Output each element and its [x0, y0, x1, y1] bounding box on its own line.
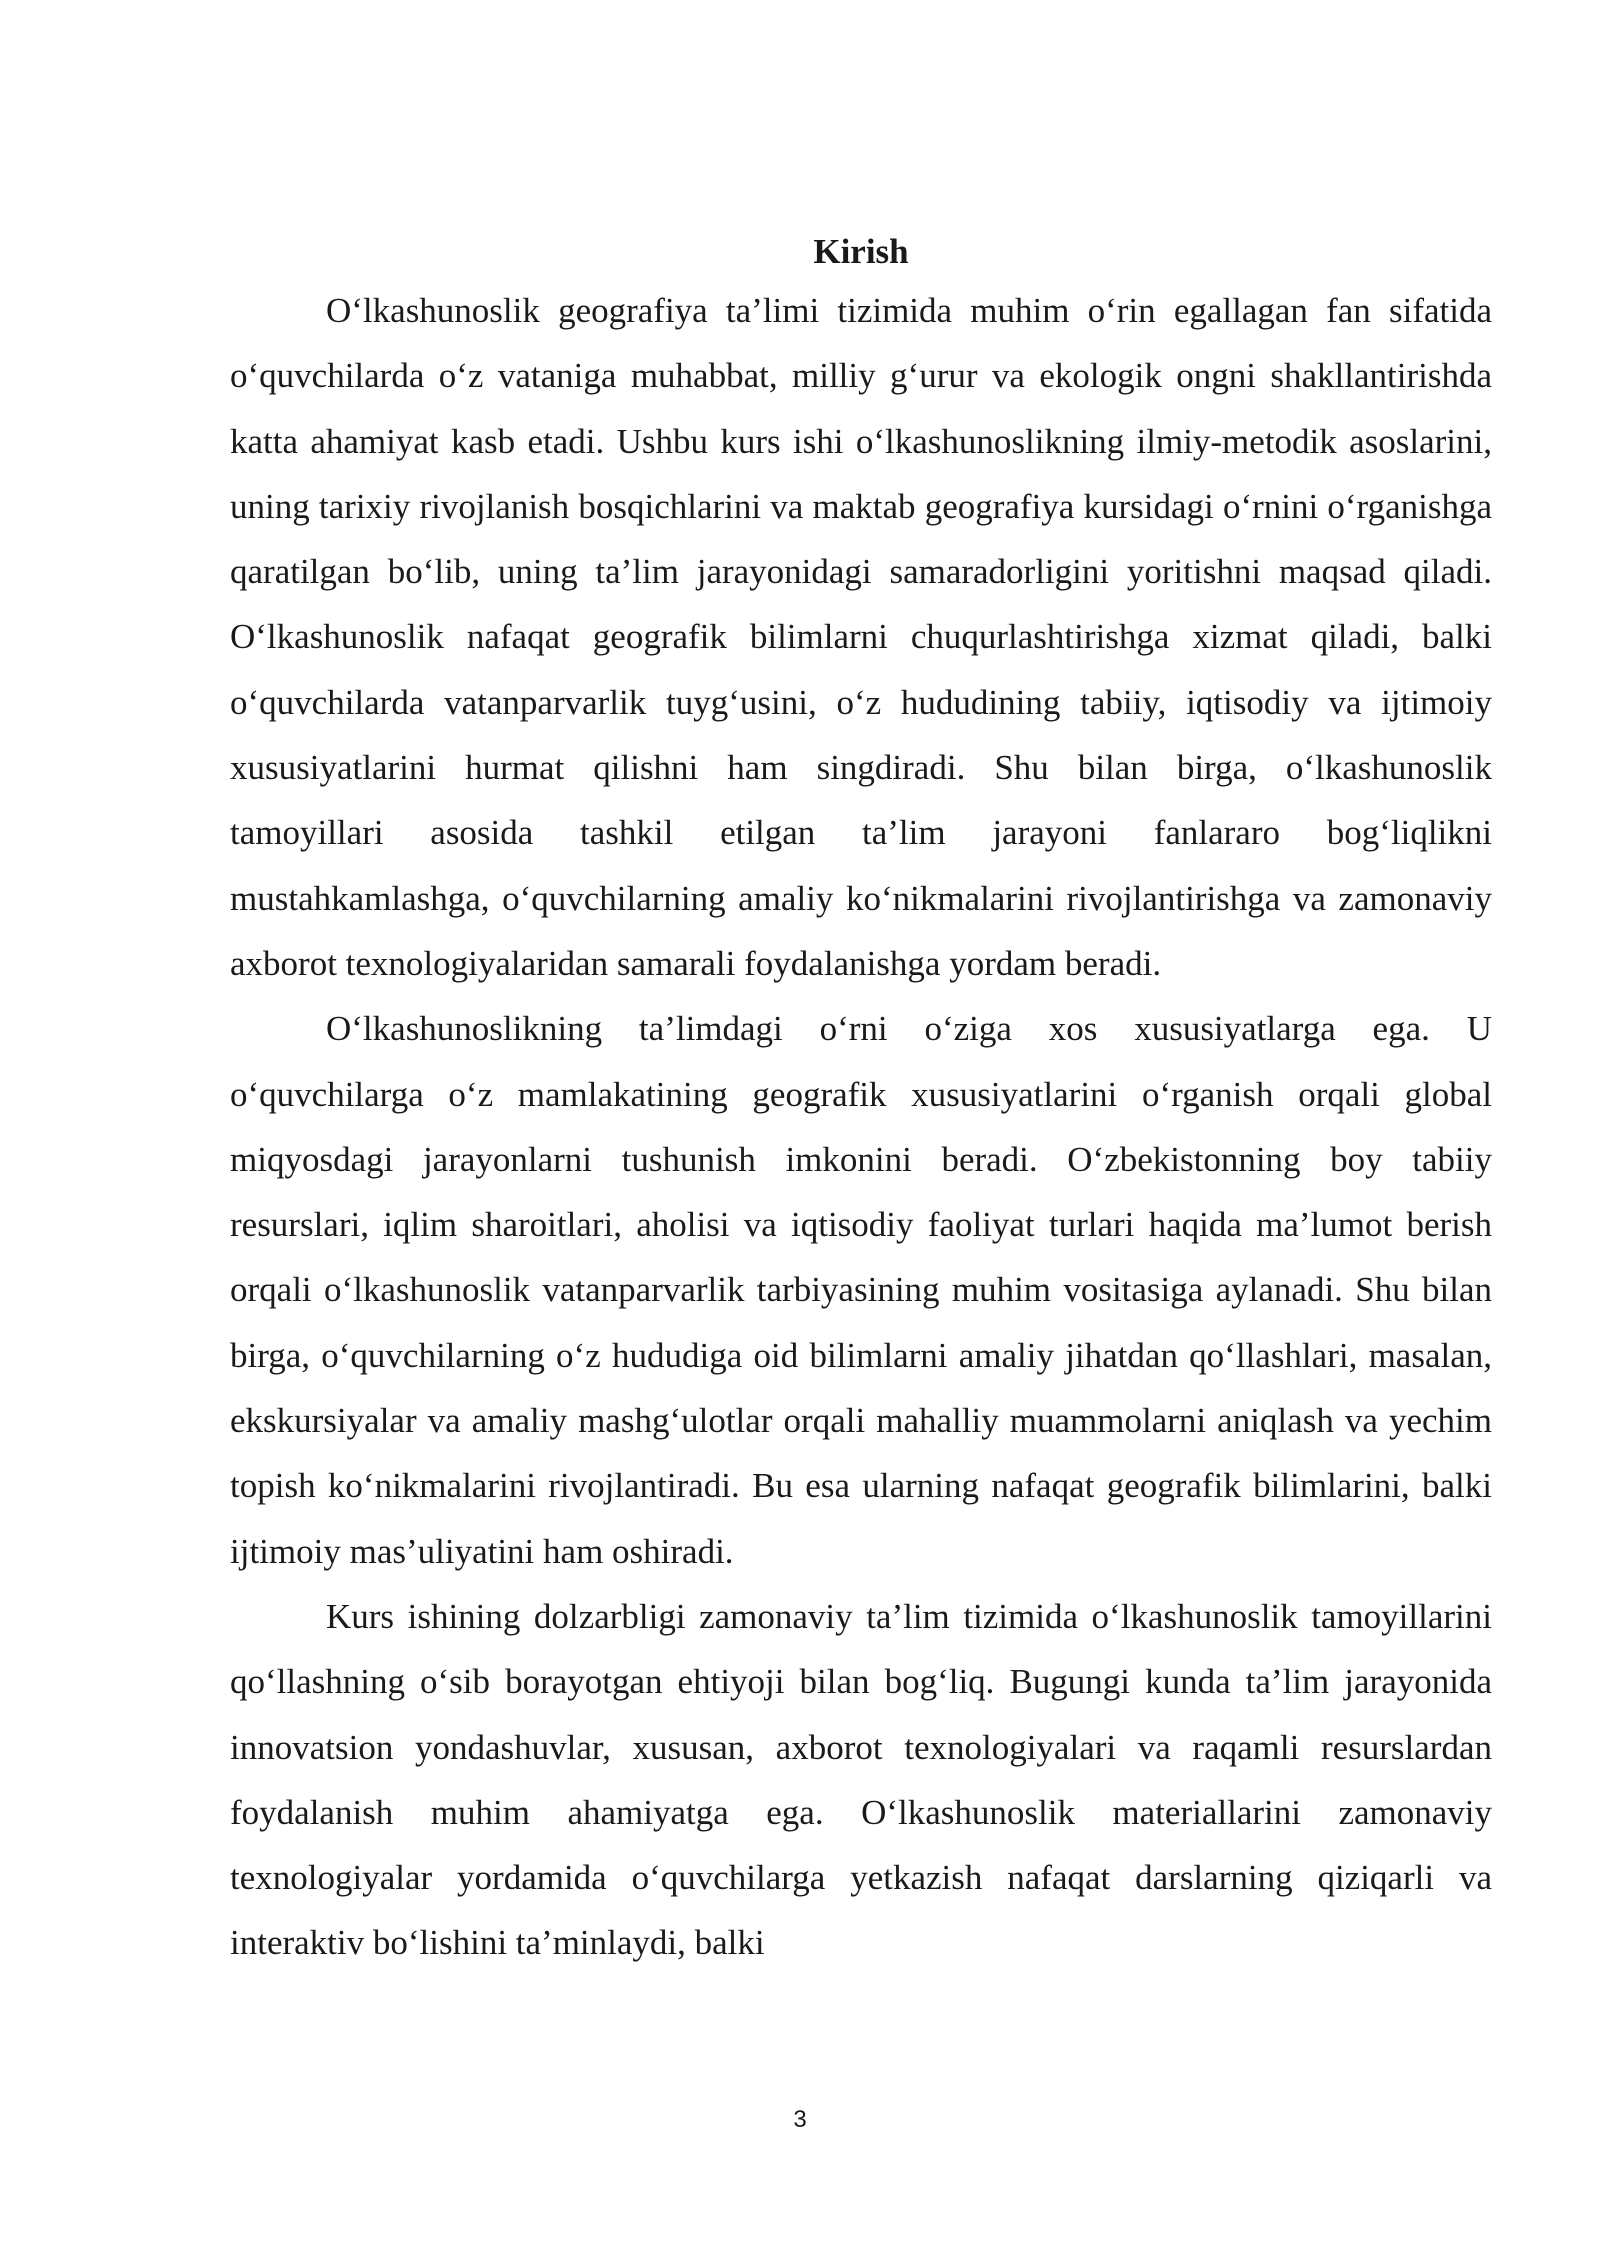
- paragraph-1: O‘lkashunoslik geografiya ta’limi tizimida muhim o‘rin egallagan fan sifatida o‘quvchilarda o‘z vataniga muhabbat, milliy g‘urur va ekologik ongni shakllantirishda katta ahamiyat kasb etadi. Ushbu kurs ishi o‘lkashunoslikning ilmiy-metodik asoslarini, uning tarixiy rivojlanish bosqichlarini va maktab geografiya kursidagi o‘rnini o‘rganishga qaratilgan bo‘lib, uning ta’lim jarayonidagi samaradorligini yoritishni maqsad qiladi. O‘lkashunoslik nafaqat geografik bilimlarni chuqurlashtirishga xizmat qiladi, balki o‘quvchilarda vatanparvarlik tuyg‘usini, o‘z hududining tabiiy, iqtisodiy va ijtimoiy xususiyatlarini hurmat qilishni ham singdiradi. Shu bilan birga, o‘lkashunoslik tamoyillari asosida tashkil etilgan ta’lim jarayoni fanlararo bog‘liqlikni mustahkamlashga, o‘quvchilarning amaliy ko‘nikmalarini rivojlantirishga va zamonaviy axborot texnologiyalaridan samarali foydalanishga yordam beradi.: [230, 291, 1492, 983]
- page-body: [230, 226, 1492, 1976]
- page-number: 3: [793, 2106, 807, 2133]
- paragraph-2: O‘lkashunoslikning ta’limdagi o‘rni o‘ziga xos xususiyatlarga ega. U o‘quvchilarga o‘z mamlakatining geografik xususiyatlarini o‘rganish orqali global miqyosdagi jarayonlarni tushunish imkonini beradi. O‘zbekistonning boy tabiiy resurslari, iqlim sharoitlari, aholisi va iqtisodiy faoliyat turlari haqida ma’lumot berish orqali o‘lkashunoslik vatanparvarlik tarbiyasining muhim vositasiga aylanadi. Shu bilan birga, o‘quvchilarning o‘z hududiga oid bilimlarni amaliy jihatdan qo‘llashlari, masalan, ekskursiyalar va amaliy mashg‘ulotlar orqali mahalliy muammolarni aniqlash va yechim topish ko‘nikmalarini rivojlantiradi. Bu esa ularning nafaqat geografik bilimlarini, balki ijtimoiy mas’uliyatini ham oshiradi.: [230, 1009, 1492, 1571]
- page-title: Kirish: [813, 232, 909, 271]
- paragraph-3: Kurs ishining dolzarbligi zamonaviy ta’lim tizimida o‘lkashunoslik tamoyillarini qo‘llashning o‘sib borayotgan ehtiyoji bilan bog‘liq. Bugungi kunda ta’lim jarayonida innovatsion yondashuvlar, xususan, axborot texnologiyalari va raqamli resurslardan foydalanish muhim ahamiyatga ega. O‘lkashunoslik materiallarini zamonaviy texnologiyalar yordamida o‘quvchilarga yetkazish nafaqat darslarning qiziqarli va interaktiv bo‘lishini ta’minlaydi, balki: [230, 1596, 1492, 1963]
